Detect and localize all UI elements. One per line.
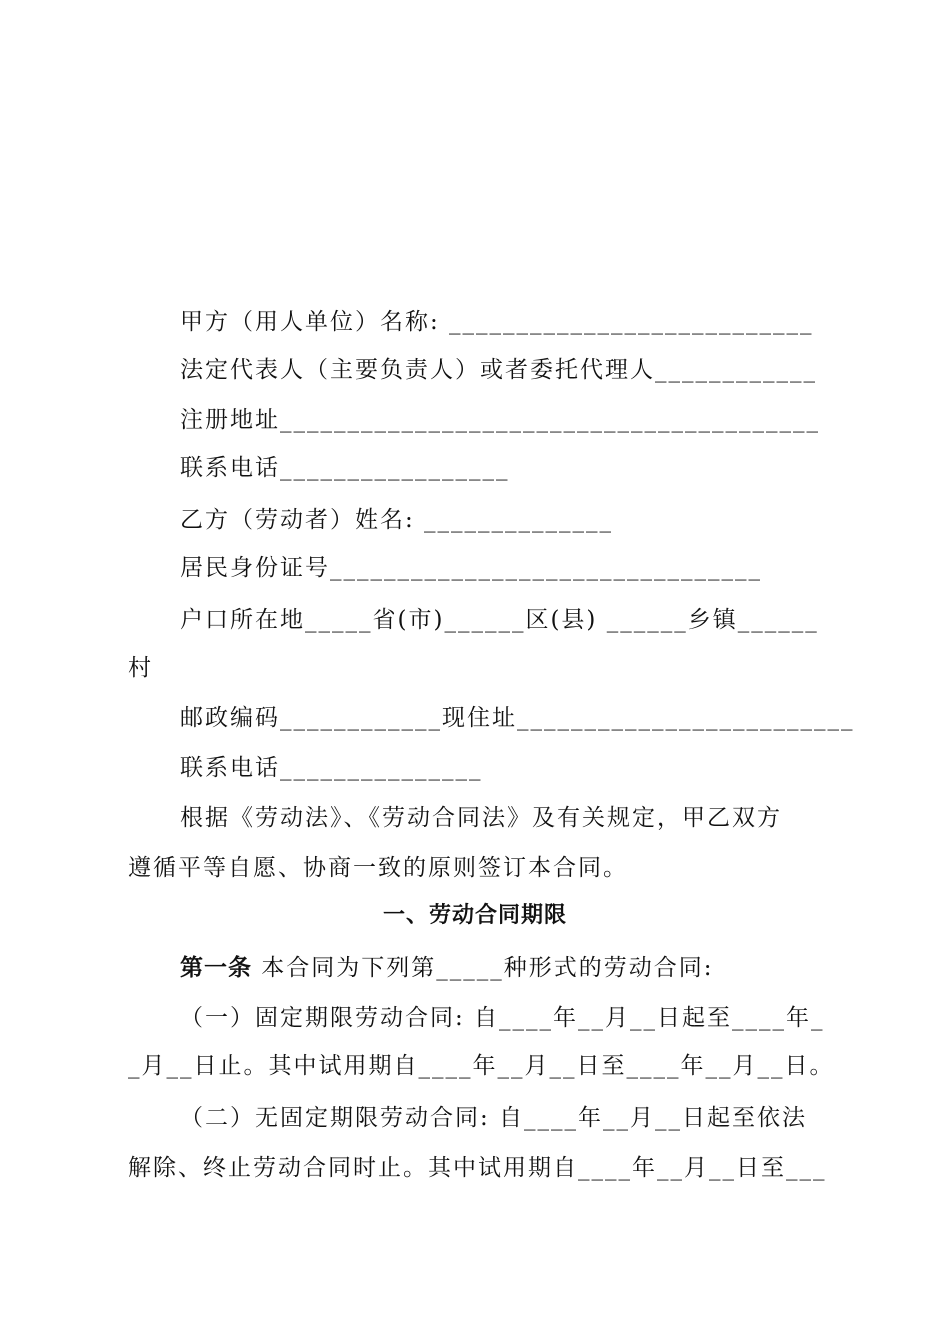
party-a-name-field: 甲方（用人单位）名称: ___________________________ (180, 309, 814, 335)
household-registration-continuation: 村 (128, 655, 153, 681)
legal-representative-field: 法定代表人（主要负责人）或者委托代理人____________ (180, 357, 817, 383)
open-term-contract-line-1: （二）无固定期限劳动合同: 自____年__月__日起至依法 (180, 1105, 808, 1131)
party-a-phone-field: 联系电话_________________ (180, 455, 510, 481)
article-label: 第一条 (180, 955, 252, 981)
party-b-name-field: 乙方（劳动者）姓名: ______________ (180, 507, 614, 533)
fixed-term-contract-line-2: _月__日止。其中试用期自____年__月__日至____年__月__日。 (128, 1053, 835, 1079)
preamble-line-2: 遵循平等自愿、协商一致的原则签订本合同。 (128, 855, 628, 881)
household-registration-field: 户口所在地_____省(市)______区(县) ______乡镇______ (180, 607, 819, 633)
party-b-phone-field: 联系电话_______________ (180, 755, 483, 781)
fixed-term-contract-line-1: （一）固定期限劳动合同: 自____年__月__日起至____年_ (180, 1005, 825, 1031)
section-heading: 一、劳动合同期限 (382, 903, 567, 928)
open-term-contract-line-2: 解除、终止劳动合同时止。其中试用期自____年__月__日至___ (128, 1155, 827, 1181)
article-text: 本合同为下列第_____种形式的劳动合同: (252, 955, 714, 981)
preamble-line-1: 根据《劳动法》、《劳动合同法》及有关规定，甲乙双方 (180, 805, 782, 831)
article-one (180, 953, 890, 983)
id-number-field: 居民身份证号________________________________ (180, 555, 762, 581)
postal-code-address-field: 邮政编码____________现住址_________________________ (180, 705, 855, 731)
registered-address-field: 注册地址________________________________________ (180, 407, 820, 433)
